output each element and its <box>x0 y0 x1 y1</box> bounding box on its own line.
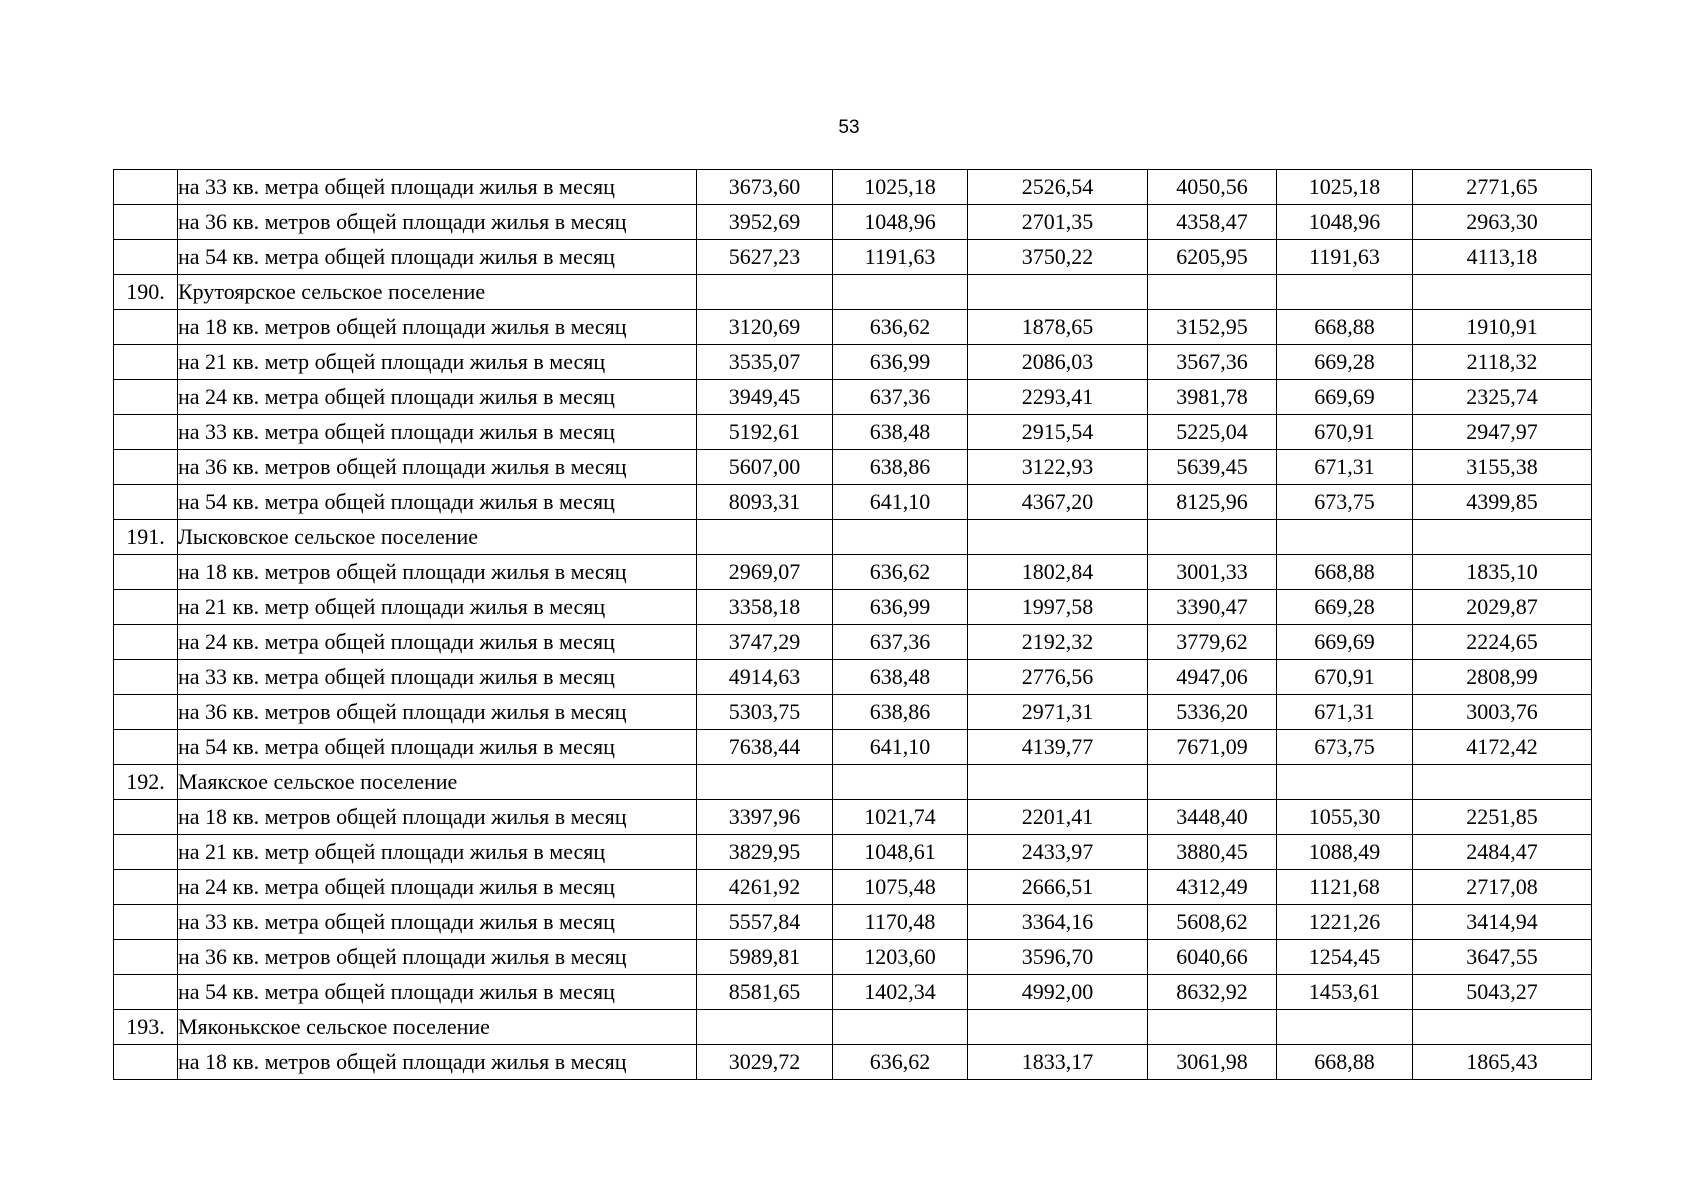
value-cell: 2701,35 <box>968 205 1148 240</box>
row-name-cell: на 24 кв. метра общей площади жилья в месяц <box>178 625 697 660</box>
value-cell: 3673,60 <box>697 170 833 205</box>
value-cell: 1835,10 <box>1413 555 1592 590</box>
row-number-cell <box>114 415 178 450</box>
value-cell: 3535,07 <box>697 345 833 380</box>
value-cell: 636,62 <box>833 555 968 590</box>
table-row <box>114 800 1592 835</box>
value-cell: 1221,26 <box>1277 905 1413 940</box>
value-cell <box>833 1010 968 1045</box>
value-cell: 669,28 <box>1277 345 1413 380</box>
value-cell: 637,36 <box>833 380 968 415</box>
row-number-cell <box>114 345 178 380</box>
value-cell: 3949,45 <box>697 380 833 415</box>
value-cell: 4050,56 <box>1148 170 1277 205</box>
row-name-cell: на 18 кв. метров общей площади жилья в месяц <box>178 800 697 835</box>
value-cell: 6040,66 <box>1148 940 1277 975</box>
value-cell: 636,62 <box>833 310 968 345</box>
value-cell: 3952,69 <box>697 205 833 240</box>
row-number-cell: 192. <box>114 765 178 800</box>
value-cell: 3001,33 <box>1148 555 1277 590</box>
row-name-cell: на 18 кв. метров общей площади жилья в месяц <box>178 1045 697 1080</box>
value-cell: 6205,95 <box>1148 240 1277 275</box>
row-name-cell: на 18 кв. метров общей площади жилья в месяц <box>178 310 697 345</box>
value-cell: 5607,00 <box>697 450 833 485</box>
row-name-cell: на 33 кв. метра общей площади жилья в месяц <box>178 660 697 695</box>
value-cell: 5627,23 <box>697 240 833 275</box>
value-cell <box>1277 765 1413 800</box>
row-name-cell: на 33 кв. метра общей площади жилья в месяц <box>178 905 697 940</box>
value-cell: 5557,84 <box>697 905 833 940</box>
value-cell <box>1413 275 1592 310</box>
value-cell: 636,99 <box>833 345 968 380</box>
table-row <box>114 240 1592 275</box>
value-cell: 7671,09 <box>1148 730 1277 765</box>
row-number-cell <box>114 870 178 905</box>
value-cell: 2118,32 <box>1413 345 1592 380</box>
value-cell <box>1277 520 1413 555</box>
row-number-cell <box>114 380 178 415</box>
value-cell: 636,99 <box>833 590 968 625</box>
row-number-cell <box>114 660 178 695</box>
value-cell: 638,48 <box>833 660 968 695</box>
value-cell: 1802,84 <box>968 555 1148 590</box>
value-cell <box>833 765 968 800</box>
value-cell: 2717,08 <box>1413 870 1592 905</box>
value-cell: 1833,17 <box>968 1045 1148 1080</box>
value-cell: 2293,41 <box>968 380 1148 415</box>
table-row <box>114 450 1592 485</box>
row-number-cell <box>114 940 178 975</box>
table-row <box>114 1010 1592 1045</box>
value-cell: 1402,34 <box>833 975 968 1010</box>
value-cell: 641,10 <box>833 730 968 765</box>
value-cell <box>833 520 968 555</box>
value-cell: 3061,98 <box>1148 1045 1277 1080</box>
row-name-cell: на 36 кв. метров общей площади жилья в месяц <box>178 940 697 975</box>
value-cell: 668,88 <box>1277 310 1413 345</box>
table-row <box>114 590 1592 625</box>
table-row <box>114 275 1592 310</box>
table-body <box>114 170 1592 1080</box>
value-cell: 2484,47 <box>1413 835 1592 870</box>
table-row <box>114 835 1592 870</box>
value-cell: 1055,30 <box>1277 800 1413 835</box>
value-cell: 4947,06 <box>1148 660 1277 695</box>
value-cell: 638,86 <box>833 695 968 730</box>
value-cell: 2325,74 <box>1413 380 1592 415</box>
value-cell <box>1413 1010 1592 1045</box>
value-cell: 5303,75 <box>697 695 833 730</box>
value-cell: 4172,42 <box>1413 730 1592 765</box>
value-cell: 3414,94 <box>1413 905 1592 940</box>
value-cell: 2771,65 <box>1413 170 1592 205</box>
value-cell <box>968 520 1148 555</box>
value-cell: 2192,32 <box>968 625 1148 660</box>
value-cell: 5336,20 <box>1148 695 1277 730</box>
value-cell <box>1413 765 1592 800</box>
value-cell: 1191,63 <box>833 240 968 275</box>
row-number-cell <box>114 835 178 870</box>
value-cell <box>1148 765 1277 800</box>
row-number-cell <box>114 625 178 660</box>
row-name-cell: Маякское сельское поселение <box>178 765 697 800</box>
value-cell: 1075,48 <box>833 870 968 905</box>
row-number-cell: 190. <box>114 275 178 310</box>
row-name-cell: на 36 кв. метров общей площади жилья в месяц <box>178 450 697 485</box>
value-cell: 8125,96 <box>1148 485 1277 520</box>
value-cell: 1203,60 <box>833 940 968 975</box>
value-cell: 4261,92 <box>697 870 833 905</box>
row-number-cell: 191. <box>114 520 178 555</box>
value-cell: 1254,45 <box>1277 940 1413 975</box>
value-cell: 1997,58 <box>968 590 1148 625</box>
row-name-cell: Лысковское сельское поселение <box>178 520 697 555</box>
row-name-cell: на 54 кв. метра общей площади жилья в месяц <box>178 730 697 765</box>
table-row <box>114 660 1592 695</box>
value-cell: 3120,69 <box>697 310 833 345</box>
value-cell: 3155,38 <box>1413 450 1592 485</box>
value-cell: 3880,45 <box>1148 835 1277 870</box>
row-name-cell: на 21 кв. метр общей площади жилья в месяц <box>178 590 697 625</box>
value-cell: 2029,87 <box>1413 590 1592 625</box>
value-cell: 638,86 <box>833 450 968 485</box>
row-name-cell: Крутоярское сельское поселение <box>178 275 697 310</box>
value-cell: 1048,96 <box>833 205 968 240</box>
value-cell: 5989,81 <box>697 940 833 975</box>
value-cell: 670,91 <box>1277 415 1413 450</box>
value-cell <box>1148 520 1277 555</box>
value-cell: 2969,07 <box>697 555 833 590</box>
table-row <box>114 695 1592 730</box>
value-cell: 5225,04 <box>1148 415 1277 450</box>
value-cell: 3779,62 <box>1148 625 1277 660</box>
value-cell: 3122,93 <box>968 450 1148 485</box>
table-row <box>114 625 1592 660</box>
value-cell: 2971,31 <box>968 695 1148 730</box>
table-row <box>114 380 1592 415</box>
value-cell: 636,62 <box>833 1045 968 1080</box>
value-cell: 2666,51 <box>968 870 1148 905</box>
value-cell <box>1148 275 1277 310</box>
table-row <box>114 730 1592 765</box>
row-number-cell <box>114 450 178 485</box>
value-cell: 2776,56 <box>968 660 1148 695</box>
value-cell: 3152,95 <box>1148 310 1277 345</box>
row-number-cell <box>114 555 178 590</box>
value-cell: 2433,97 <box>968 835 1148 870</box>
row-name-cell: на 21 кв. метр общей площади жилья в месяц <box>178 345 697 380</box>
row-number-cell <box>114 905 178 940</box>
value-cell: 4914,63 <box>697 660 833 695</box>
value-cell <box>968 1010 1148 1045</box>
value-cell: 5192,61 <box>697 415 833 450</box>
value-cell: 4399,85 <box>1413 485 1592 520</box>
value-cell: 1025,18 <box>1277 170 1413 205</box>
row-name-cell: на 33 кв. метра общей площади жилья в месяц <box>178 415 697 450</box>
value-cell: 1170,48 <box>833 905 968 940</box>
row-number-cell <box>114 590 178 625</box>
table-row <box>114 940 1592 975</box>
value-cell: 1088,49 <box>1277 835 1413 870</box>
value-cell: 673,75 <box>1277 485 1413 520</box>
row-number-cell <box>114 1045 178 1080</box>
value-cell: 2915,54 <box>968 415 1148 450</box>
value-cell: 2526,54 <box>968 170 1148 205</box>
value-cell: 4312,49 <box>1148 870 1277 905</box>
value-cell: 669,69 <box>1277 625 1413 660</box>
value-cell <box>1413 520 1592 555</box>
table-row <box>114 415 1592 450</box>
value-cell: 1021,74 <box>833 800 968 835</box>
value-cell: 3397,96 <box>697 800 833 835</box>
table-row <box>114 345 1592 380</box>
value-cell: 1048,61 <box>833 835 968 870</box>
row-name-cell: на 24 кв. метра общей площади жилья в месяц <box>178 870 697 905</box>
value-cell <box>1277 1010 1413 1045</box>
value-cell: 3448,40 <box>1148 800 1277 835</box>
page-number: 53 <box>838 117 860 138</box>
value-cell: 2947,97 <box>1413 415 1592 450</box>
value-cell: 671,31 <box>1277 695 1413 730</box>
table-row <box>114 905 1592 940</box>
row-name-cell: на 21 кв. метр общей площади жилья в месяц <box>178 835 697 870</box>
row-name-cell: на 36 кв. метров общей площади жилья в месяц <box>178 205 697 240</box>
row-name-cell: Мяконькское сельское поселение <box>178 1010 697 1045</box>
value-cell: 3981,78 <box>1148 380 1277 415</box>
row-number-cell <box>114 240 178 275</box>
value-cell: 3647,55 <box>1413 940 1592 975</box>
value-cell: 638,48 <box>833 415 968 450</box>
table-row <box>114 765 1592 800</box>
table-row <box>114 870 1592 905</box>
table-row <box>114 520 1592 555</box>
table-row <box>114 1045 1592 1080</box>
value-cell: 670,91 <box>1277 660 1413 695</box>
value-cell: 669,28 <box>1277 590 1413 625</box>
table-row <box>114 975 1592 1010</box>
value-cell: 1121,68 <box>1277 870 1413 905</box>
value-cell: 4139,77 <box>968 730 1148 765</box>
value-cell: 3364,16 <box>968 905 1148 940</box>
row-number-cell <box>114 485 178 520</box>
value-cell: 4113,18 <box>1413 240 1592 275</box>
value-cell <box>697 765 833 800</box>
value-cell: 1191,63 <box>1277 240 1413 275</box>
value-cell: 669,69 <box>1277 380 1413 415</box>
value-cell <box>968 765 1148 800</box>
value-cell <box>697 275 833 310</box>
value-cell: 5043,27 <box>1413 975 1592 1010</box>
value-cell <box>1148 1010 1277 1045</box>
table-row <box>114 485 1592 520</box>
value-cell: 1453,61 <box>1277 975 1413 1010</box>
row-name-cell: на 24 кв. метра общей площади жилья в месяц <box>178 380 697 415</box>
table-row <box>114 310 1592 345</box>
row-name-cell: на 54 кв. метра общей площади жилья в месяц <box>178 240 697 275</box>
tariff-table <box>113 169 1592 1080</box>
value-cell <box>697 520 833 555</box>
value-cell: 668,88 <box>1277 555 1413 590</box>
value-cell: 3029,72 <box>697 1045 833 1080</box>
value-cell <box>697 1010 833 1045</box>
value-cell: 671,31 <box>1277 450 1413 485</box>
value-cell: 2963,30 <box>1413 205 1592 240</box>
value-cell: 3567,36 <box>1148 345 1277 380</box>
value-cell <box>1277 275 1413 310</box>
value-cell: 3003,76 <box>1413 695 1592 730</box>
value-cell: 3390,47 <box>1148 590 1277 625</box>
row-name-cell: на 36 кв. метров общей площади жилья в месяц <box>178 695 697 730</box>
value-cell: 4367,20 <box>968 485 1148 520</box>
value-cell <box>833 275 968 310</box>
value-cell: 5608,62 <box>1148 905 1277 940</box>
value-cell: 8093,31 <box>697 485 833 520</box>
value-cell: 5639,45 <box>1148 450 1277 485</box>
row-number-cell <box>114 170 178 205</box>
row-name-cell: на 33 кв. метра общей площади жилья в месяц <box>178 170 697 205</box>
value-cell: 8632,92 <box>1148 975 1277 1010</box>
value-cell: 3829,95 <box>697 835 833 870</box>
value-cell: 3747,29 <box>697 625 833 660</box>
value-cell: 3358,18 <box>697 590 833 625</box>
value-cell: 3596,70 <box>968 940 1148 975</box>
row-number-cell <box>114 975 178 1010</box>
value-cell: 7638,44 <box>697 730 833 765</box>
row-number-cell <box>114 800 178 835</box>
value-cell: 668,88 <box>1277 1045 1413 1080</box>
row-number-cell: 193. <box>114 1010 178 1045</box>
table-row <box>114 555 1592 590</box>
value-cell: 1878,65 <box>968 310 1148 345</box>
value-cell: 2251,85 <box>1413 800 1592 835</box>
value-cell: 637,36 <box>833 625 968 660</box>
value-cell: 1025,18 <box>833 170 968 205</box>
value-cell <box>968 275 1148 310</box>
row-name-cell: на 54 кв. метра общей площади жилья в месяц <box>178 975 697 1010</box>
row-name-cell: на 54 кв. метра общей площади жилья в месяц <box>178 485 697 520</box>
value-cell: 8581,65 <box>697 975 833 1010</box>
row-number-cell <box>114 205 178 240</box>
value-cell: 2808,99 <box>1413 660 1592 695</box>
value-cell: 1910,91 <box>1413 310 1592 345</box>
value-cell: 1865,43 <box>1413 1045 1592 1080</box>
row-number-cell <box>114 695 178 730</box>
value-cell: 2086,03 <box>968 345 1148 380</box>
value-cell: 2224,65 <box>1413 625 1592 660</box>
value-cell: 2201,41 <box>968 800 1148 835</box>
row-number-cell <box>114 310 178 345</box>
table-row <box>114 205 1592 240</box>
value-cell: 1048,96 <box>1277 205 1413 240</box>
value-cell: 3750,22 <box>968 240 1148 275</box>
table-row <box>114 170 1592 205</box>
row-name-cell: на 18 кв. метров общей площади жилья в месяц <box>178 555 697 590</box>
value-cell: 4358,47 <box>1148 205 1277 240</box>
row-number-cell <box>114 730 178 765</box>
value-cell: 4992,00 <box>968 975 1148 1010</box>
value-cell: 641,10 <box>833 485 968 520</box>
value-cell: 673,75 <box>1277 730 1413 765</box>
